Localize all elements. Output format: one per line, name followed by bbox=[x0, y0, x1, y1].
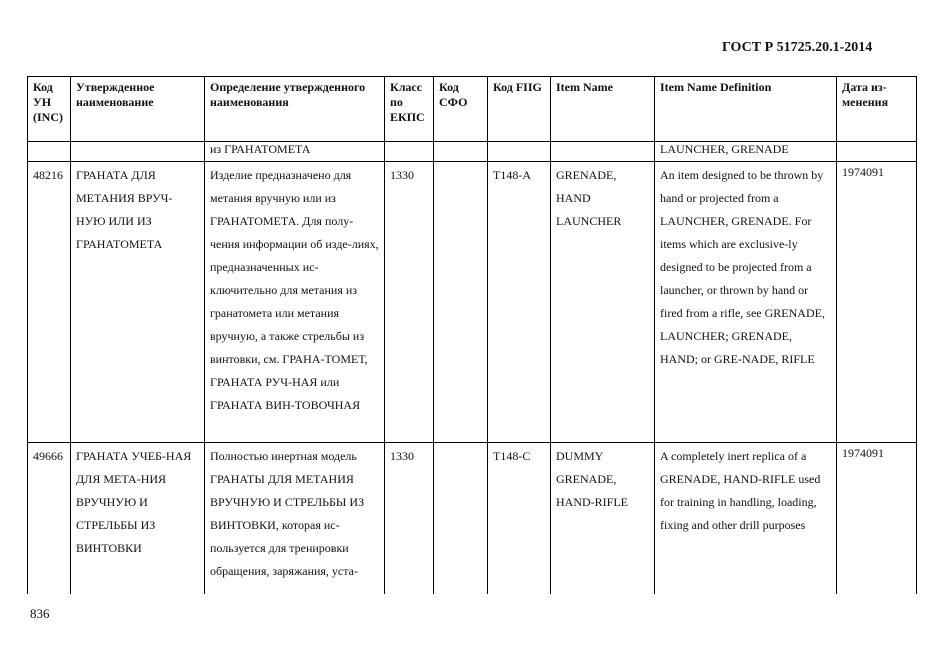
col-header-definition: Определение утвержденного наименования bbox=[205, 77, 385, 142]
cell-date: 1974091 bbox=[837, 162, 917, 443]
header-row bbox=[28, 77, 917, 142]
cell-item-name: DUMMY GRENADE, HAND-RIFLE bbox=[551, 443, 655, 595]
table-row bbox=[28, 443, 917, 595]
page-number: 836 bbox=[30, 606, 50, 621]
col-header-ekps: Класс по ЕКПС bbox=[385, 77, 434, 142]
continuation-row bbox=[28, 142, 917, 162]
cell-name: ГРАНАТА ДЛЯ МЕТАНИЯ ВРУЧ-НУЮ ИЛИ ИЗ ГРАНАТОМЕТА bbox=[71, 162, 205, 443]
cell-ekps: 1330 bbox=[385, 162, 434, 443]
cell-definition: Полностью инертная модель ГРАНАТЫ ДЛЯ МЕТАНИЯ ВРУЧНУЮ И СТРЕЛЬБЫ ИЗ ВИНТОВКИ, которая ис-пользуется для тренировки обращения, заряжания, уста- bbox=[205, 443, 385, 595]
cell-definition: Изделие предназначено для метания вручную или из ГРАНАТОМЕТА. Для полу-чения информации об изде-лиях, предназначенных ис-ключительно для метания из гранатомета или метания вручную, а также стрельбы из винтовки, см. ГРАНА-ТОМЕТ, ГРАНАТА РУЧ-НАЯ или ГРАНАТА ВИН-ТОВОЧНАЯ bbox=[205, 162, 385, 443]
cell-inc: 49666 bbox=[28, 443, 71, 595]
cell-ekps: 1330 bbox=[385, 443, 434, 595]
col-header-inc: Код УН (INC) bbox=[28, 77, 71, 142]
cell-fiig: T148-A bbox=[488, 162, 551, 443]
nomenclature-table bbox=[27, 76, 917, 594]
col-header-sfo: Код СФО bbox=[434, 77, 488, 142]
table-row bbox=[28, 162, 917, 443]
cell-item-name-definition: An item designed to be thrown by hand or projected from a LAUNCHER, GRENADE. For items which are exclusive-ly designed to be projected from a launcher, or thrown by hand or fired from a rifle, see GRENADE, LAUNCHER; GRENADE, HAND; or GRE-NADE, RIFLE bbox=[655, 162, 837, 443]
col-header-item-name-definition: Item Name Definition bbox=[655, 77, 837, 142]
cell-fiig: T148-C bbox=[488, 443, 551, 595]
continuation-item-name-definition: LAUNCHER, GRENADE bbox=[655, 142, 837, 162]
continuation-definition: из ГРАНАТОМЕТА bbox=[205, 142, 385, 162]
col-header-name: Утвержденное наименование bbox=[71, 77, 205, 142]
cell-item-name: GRENADE, HAND LAUNCHER bbox=[551, 162, 655, 443]
col-header-date: Дата из-менения bbox=[837, 77, 917, 142]
cell-sfo bbox=[434, 443, 488, 595]
col-header-fiig: Код FIIG bbox=[488, 77, 551, 142]
cell-date: 1974091 bbox=[837, 443, 917, 595]
cell-name: ГРАНАТА УЧЕБ-НАЯ ДЛЯ МЕТА-НИЯ ВРУЧНУЮ И СТРЕЛЬБЫ ИЗ ВИНТОВКИ bbox=[71, 443, 205, 595]
cell-item-name-definition: A completely inert replica of a GRENADE, HAND-RIFLE used for training in handling, loading, fixing and other drill purposes bbox=[655, 443, 837, 595]
cell-sfo bbox=[434, 162, 488, 443]
cell-inc: 48216 bbox=[28, 162, 71, 443]
standard-designation: ГОСТ Р 51725.20.1-2014 bbox=[722, 40, 873, 55]
col-header-item-name: Item Name bbox=[551, 77, 655, 142]
